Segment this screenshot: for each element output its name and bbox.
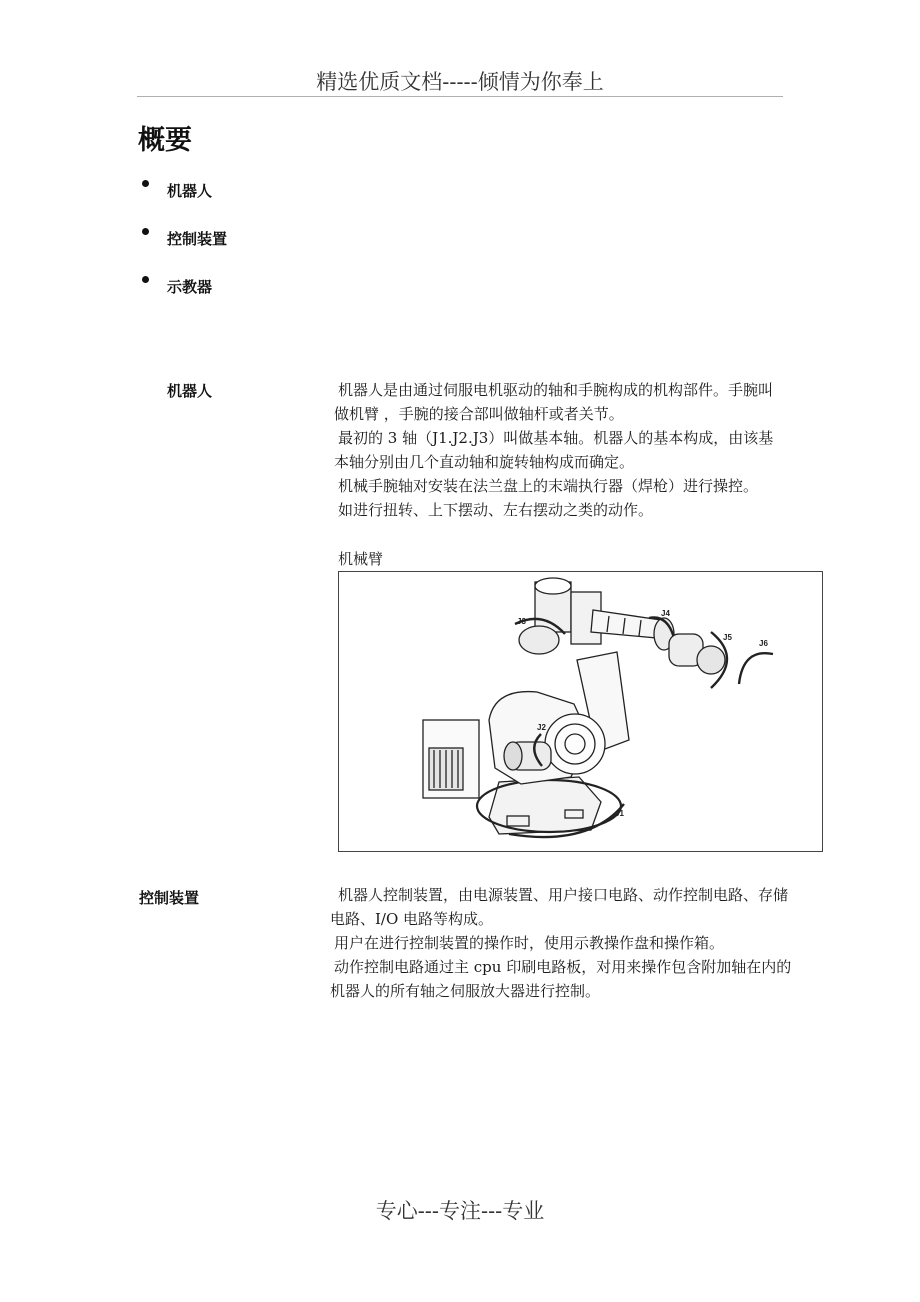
figure-caption: 机械臂 [338,550,384,568]
list-item-label: 机器人 [167,182,213,200]
paragraph: 机器人控制装置，由电源装置、用户接口电路、动作控制电路、存储电路、I/O 电路等构成。 [330,886,789,928]
bullet-icon [142,276,149,283]
paragraph: 机械手腕轴对安装在法兰盘上的末端执行器（焊枪）进行操控。 [338,477,759,495]
controller-description [330,883,800,1003]
axis-label: J1 [615,809,624,818]
paragraph: 机器人是由通过伺服电机驱动的轴和手腕构成的机构部件。手腕叫做机臂 ，手腕的接合部叫做轴杆或者关节。 [334,381,774,423]
robot-section-label: 机器人 [167,382,213,400]
paragraph: 如进行扭转、上下摆动、左右摆动之类的动作。 [338,501,654,519]
page-title: 概要 [138,125,192,156]
robot-description [334,378,784,522]
bullet-icon [142,180,149,187]
list-item-label: 控制装置 [167,230,228,248]
axis-label: J2 [537,723,546,732]
paragraph: 最初的 3 轴（J1.J2.J3）叫做基本轴。机器人的基本构成，由该基本轴分别由几个直动轴和旋转轴构成而确定。 [334,429,774,471]
robot-arm-illustration [339,572,822,851]
page-header: 精选优质文档-----倾情为你奉上 [137,66,783,97]
axis-label: J4 [661,609,670,618]
paragraph: 用户在进行控制装置的操作时，使用示教操作盘和操作箱。 [334,934,725,952]
bullet-icon [142,228,149,235]
axis-label: J6 [759,639,768,648]
robot-arm-figure [338,571,823,852]
page-footer: 专心---专注---专业 [375,1199,545,1223]
list-item-label: 示教器 [167,278,213,296]
axis-label: J3 [517,617,526,626]
paragraph: 动作控制电路通过主 cpu 印刷电路板，对用来操作包含附加轴在内的机器人的所有轴之伺服放大器进行控制。 [330,958,792,1000]
controller-section-label: 控制装置 [139,889,200,907]
axis-label: J5 [723,633,732,642]
